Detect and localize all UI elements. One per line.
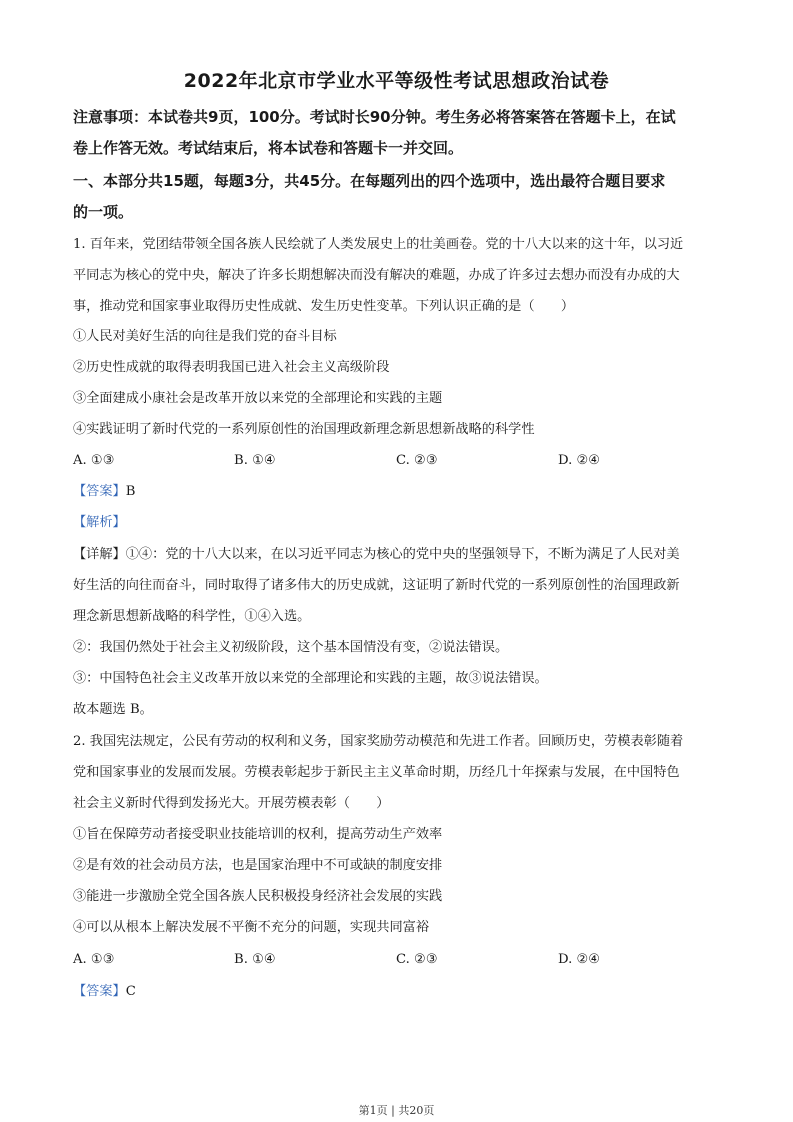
question-1-stem (73, 229, 723, 322)
statement: ①人民对美好生活的向往是我们党的奋斗目标 (73, 329, 337, 344)
answer-value: B (125, 484, 136, 499)
question-1-answer (73, 476, 723, 538)
option-c: C. ②③ (396, 952, 438, 967)
stem-line: 党和国家事业的发展而发展。劳模表彰起步于新民主主义革命时期，历经几十年探索与发展，在中国特色 (73, 765, 680, 780)
answer-tag: 【答案】 (73, 484, 126, 499)
detail-line: ①④：党的十八大以来，在以习近平同志为核心的党中央的坚强领导下，不断为满足了人民对美 (125, 547, 680, 562)
question-2-answer (73, 976, 723, 1007)
page-footer: 第1页 | 共20页 (358, 1104, 435, 1117)
option-c: C. ②③ (396, 453, 438, 468)
statement: ④可以从根本上解决发展不平衡不充分的问题，实现共同富裕 (73, 920, 430, 935)
section-line: 的一项。 (73, 203, 134, 221)
detail-line: ②：我国仍然处于社会主义初级阶段，这个基本国情没有变，②说法错误。 (73, 640, 509, 655)
statement: ③能进一步激励全党全国各族人民积极投身经济社会发展的实践 (73, 889, 443, 904)
stem-line: 1. 百年来，党团结带领全国各族人民绘就了人类发展史上的壮美画卷。党的十八大以来的这十年，以习近 (73, 237, 684, 252)
statement: ②历史性成就的取得表明我国已进入社会主义高级阶段 (73, 360, 390, 375)
option-b: B. ①④ (234, 952, 276, 967)
analysis-tag: 【解析】 (73, 515, 126, 530)
stem-line: 2. 我国宪法规定，公民有劳动的权利和义务，国家奖励劳动模范和先进工作者。回顾历史，劳模表彰随着 (73, 734, 684, 749)
option-a: A. ①③ (73, 952, 115, 967)
section-heading (73, 166, 723, 228)
statement: ③全面建成小康社会是改革开放以来党的全部理论和实践的主题 (73, 391, 443, 406)
answer-value: C (125, 984, 136, 999)
statement: ②是有效的社会动员方法，也是国家治理中不可或缺的制度安排 (73, 858, 443, 873)
option-a: A. ①③ (73, 453, 115, 468)
question-2-statements (73, 819, 723, 943)
option-d: D. ②④ (558, 453, 601, 468)
statement: ①旨在保障劳动者接受职业技能培训的权利，提高劳动生产效率 (73, 827, 443, 842)
section-line: 一、本部分共15题，每题3分，共45分。在每题列出的四个选项中，选出最符合题目要求 (73, 172, 666, 190)
detail-line: 好生活的向往而奋斗，同时取得了诸多伟大的历史成就，这证明了新时代党的一系列原创性的治国理政新 (73, 578, 680, 593)
answer-tag: 【答案】 (73, 984, 126, 999)
stem-line: 事，推动党和国家事业取得历史性成就、发生历史性变革。下列认识正确的是（ ） (73, 299, 575, 314)
option-b: B. ①④ (234, 453, 276, 468)
detail-line: 理念新思想新战略的科学性，①④入选。 (73, 609, 311, 624)
page-title: 2022年北京市学业水平等级性考试思想政治试卷 (183, 70, 610, 92)
notice-line: 卷上作答无效。考试结束后，将本试卷和答题卡一并交回。 (73, 139, 464, 157)
question-1-statements (73, 321, 723, 445)
stem-line: 社会主义新时代得到发扬光大。开展劳模表彰（ ） (73, 796, 390, 811)
detail-line: ③：中国特色社会主义改革开放以来党的全部理论和实践的主题，故③说法错误。 (73, 671, 548, 686)
question-1-detail (73, 539, 723, 725)
question-1-options (73, 445, 723, 476)
option-d: D. ②④ (558, 952, 601, 967)
notice-line: 注意事项：本试卷共9页，100分。考试时长90分钟。考生务必将答案答在答题卡上，在试 (73, 108, 676, 126)
exam-notice (73, 102, 723, 164)
stem-line: 平同志为核心的党中央，解决了许多长期想解决而没有解决的难题，办成了许多过去想办而没有办成的大 (73, 268, 680, 283)
detail-line: 故本题选 B。 (73, 702, 153, 717)
detail-tag: 【详解】 (73, 547, 126, 562)
question-2-stem (73, 726, 723, 819)
statement: ④实践证明了新时代党的一系列原创性的治国理政新理念新思想新战略的科学性 (73, 422, 535, 437)
question-2-options (73, 944, 723, 975)
